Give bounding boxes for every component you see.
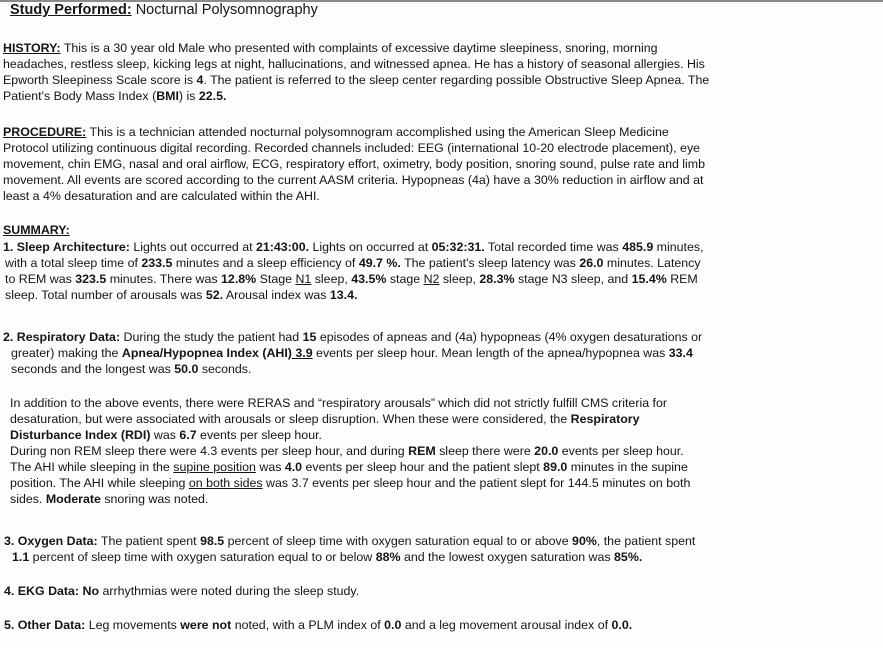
procedure-line-2: Protocol utilizing continuous digital recording. Recorded channels included: EEG (international 10-20 electrode placement), eye	[3, 141, 701, 155]
other-data-section: 5. Other Data: Leg movements were not noted, with a PLM index of 0.0 and a leg movement arousal index of 0.0.	[4, 618, 633, 632]
rdi-value: 6.7	[179, 428, 197, 442]
procedure-line-5: least a 4% desaturation and are calculated within the AHI.	[3, 189, 320, 203]
epworth-score: 4	[196, 73, 204, 87]
history-label: HISTORY:	[3, 41, 61, 55]
procedure-line-3: movement, chin EMG, nasal and oral airflow, ECG, respiratory effort, oximetry, body position, snoring sound, pulse rate and limb	[3, 157, 706, 171]
study-title-label: Study Performed:	[10, 2, 132, 18]
sleep-architecture-label: 1. Sleep Architecture:	[3, 240, 130, 254]
history-line-3: Epworth Sleepiness Scale score is 4. The patient is referred to the sleep center regarding possible Obstructive Sleep Apnea. The	[3, 73, 710, 87]
other-data-label: 5. Other Data:	[4, 618, 86, 632]
bmi-label: BMI	[156, 89, 179, 103]
ahi-value: 3.9	[291, 346, 313, 360]
respiratory-data-section: 2. Respiratory Data: During the study the patient had 15 episodes of apneas and (4a) hypopneas (4% oxygen desaturations or greater) making the Apnea/Hypopnea Index (AHI) 3.9 events per sleep hour. Mean length of the apnea/hypopnea was 33.4 seconds and the longest was 50.0 seconds.	[3, 330, 703, 376]
procedure-line-4: movement. All events are scored according to the current AASM criteria. Hypopneas (4a) have a 30% reduction in airflow and at	[3, 173, 704, 187]
ekg-data-label: 4. EKG Data:	[4, 584, 80, 598]
ahi-label: Apnea/Hypopnea Index (AHI)	[121, 346, 292, 360]
ekg-data-section: 4. EKG Data: No arrhythmias were noted during the sleep study.	[4, 584, 360, 598]
history-line-4: Patient's Body Mass Index (BMI) is 22.5.	[3, 89, 227, 103]
history-line-1: HISTORY: This is a 30 year old Male who presented with complaints of excessive daytime sleepiness, snoring, morning	[3, 41, 658, 55]
study-title	[10, 0, 318, 20]
procedure-label: PROCEDURE:	[3, 125, 87, 139]
summary-heading: SUMMARY:	[3, 223, 70, 237]
history-line-2: headaches, restless sleep, kicking legs at night, hallucinations, and witnessed apnea. He has a history of seasonal allergies. His	[3, 57, 705, 71]
oxygen-data-label: 3. Oxygen Data:	[4, 534, 98, 548]
procedure-line-1: PROCEDURE: This is a technician attended nocturnal polysomnogram accomplished using the American Sleep Medicine	[3, 125, 669, 139]
procedure-section	[3, 124, 705, 204]
sleep-architecture-section: 1. Sleep Architecture: Lights out occurred at 21:43:00. Lights on occurred at 05:32:31. Total recorded time was 485.9 minutes, with a total sleep time of 233.5 minutes and a sleep efficiency of 49.7 %. The patient's sleep latency was 26.0 minutes. Latency to REM was 323.5 minutes. There was 12.8% Stage N1 sleep, 43.5% stage N2 sleep, 28.3% stage N3 sleep, and 15.4% REM sleep. Total number of arousals was 52. Arousal index was 13.4.	[3, 240, 704, 302]
bmi-value: 22.5.	[198, 89, 227, 103]
history-section	[3, 40, 709, 104]
study-title-value: Nocturnal Polysomnography	[131, 2, 318, 18]
respiratory-data-label: 2. Respiratory Data:	[3, 330, 121, 344]
rdi-label: Disturbance Index (RDI)	[10, 428, 151, 442]
oxygen-data-section: 3. Oxygen Data: The patient spent 98.5 percent of sleep time with oxygen saturation equal to or above 90%, the patient spent 1.1 percent of sleep time with oxygen saturation equal to or below 88% and the lowest oxygen saturation was 85%.	[4, 534, 696, 564]
respiratory-additional: In addition to the above events, there were RERAS and “respiratory arousals” which did not strictly fulfill CMS criteria for desaturation, but were associated with arousals or sleep disruption. When these were considered, the Respiratory Disturbance Index (RDI) was 6.7 events per sleep hour. During non REM sleep there were 4.3 events per sleep hour, and during REM sleep there were 20.0 events per sleep hour. The AHI while sleeping in the supine position was 4.0 events per sleep hour and the patient slept 89.0 minutes in the supine position. The AHI while sleeping on both sides was 3.7 events per sleep hour and the patient slept for 144.5 minutes on both sides. Moderate snoring was noted.	[10, 396, 691, 506]
